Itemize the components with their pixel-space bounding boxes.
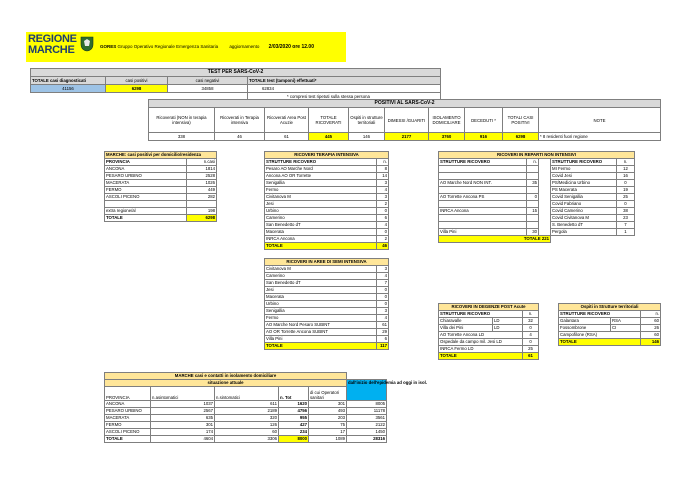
logo-line1: REGIONE (28, 33, 77, 45)
semi-count: 61 (377, 322, 389, 329)
isol-h3: n. Tot (279, 387, 309, 401)
table-row (265, 194, 389, 201)
semi-struttura: San Benedetto dT (265, 280, 377, 287)
nonint-right-count: 12 (617, 166, 635, 173)
semi-total-label: TOTALE (265, 343, 377, 350)
table-row (105, 429, 387, 436)
region-logo (28, 34, 80, 60)
province-count: 1026 (187, 180, 217, 187)
isolamento-subtitle: situazione attuale (105, 380, 347, 387)
isol-sint: 60 (215, 429, 279, 436)
pos-v8: 6298 (503, 133, 539, 141)
isol-total-sint: 3306 (215, 436, 279, 443)
table-row (559, 325, 661, 332)
isol-asint: 174 (151, 429, 215, 436)
territoriali-type: RSA (611, 318, 641, 325)
isol-prov: ASCOLI PICENO (105, 429, 151, 436)
pos-v2: 61 (265, 133, 309, 141)
nonint-left-count: 35 (527, 180, 539, 187)
semi-count: 4 (377, 273, 389, 280)
positivi-title: POSITIVI AL SARS-CoV-2 (149, 100, 661, 108)
postacute-name: INRCA Fermo LD (439, 346, 523, 353)
isol-op: 75 (309, 422, 347, 429)
tests-note-text: * compresi test ripetuti sulla stessa persona (287, 94, 370, 99)
isol-inizio: 11178 (347, 408, 387, 415)
table-row (105, 415, 387, 422)
ti-struttura: INRCA Ancona (265, 236, 377, 243)
ti-struttura: Ancona AO OR Torrette (265, 173, 377, 180)
semi-struttura: Macerata (265, 294, 377, 301)
table-row (265, 166, 389, 173)
isol-total-inizio: 28316 (347, 436, 387, 443)
positivi-table (148, 99, 661, 141)
pos-v1: 46 (215, 133, 265, 141)
postacute-name: AO Torrette Ancona LD (439, 332, 523, 339)
nonint-right-name: Covid Fabriano (551, 201, 617, 208)
nonint-left-name (439, 201, 527, 208)
table-row (265, 287, 389, 294)
table-row (439, 325, 539, 332)
isol-op: 493 (309, 408, 347, 415)
isol-tot: 234 (279, 429, 309, 436)
province-count: 1814 (187, 166, 217, 173)
province-count: 2528 (187, 173, 217, 180)
territoriali-count: 26 (641, 325, 661, 332)
pos-h0: Ricoverati (NON in terapia intensiva) (149, 108, 215, 133)
isol-op: 301 (309, 401, 347, 408)
isol-prov: PESARO URBINO (105, 408, 151, 415)
territoriali-count: 60 (641, 332, 661, 339)
table-row (105, 201, 217, 208)
isol-op: 203 (309, 415, 347, 422)
ti-count: 4 (377, 222, 389, 229)
isol-total-asint: 4604 (151, 436, 215, 443)
semi-struttura: Villa Pini (265, 336, 377, 343)
ti-count: 2 (377, 236, 389, 243)
table-row (265, 215, 389, 222)
isol-op: 17 (309, 429, 347, 436)
territoriali-total: 146 (641, 339, 661, 346)
org-desc: Gruppo Operativo Regionale Emergenza Sanitaria (117, 44, 219, 49)
isol-sint: 611 (215, 401, 279, 408)
province-name: extra regione/al (105, 208, 187, 215)
postacute-total: 61 (523, 353, 539, 360)
province-name (105, 201, 187, 208)
region-emblem-icon (80, 36, 94, 52)
table-row (265, 301, 389, 308)
nonint-right-count: 23 (617, 215, 635, 222)
postacute-type: LD (493, 325, 523, 332)
table-row (265, 236, 389, 243)
semi-struttura: AO Marche Nord Pesaro SUBINT (265, 322, 377, 329)
table-row (265, 229, 389, 236)
isol-tot: 1620 (279, 401, 309, 408)
isol-tot: 4756 (279, 408, 309, 415)
pos-h8: TOTALI CASI POSITIVI (503, 108, 539, 133)
isol-h1: n.asintomatici (151, 387, 215, 401)
table-row (105, 180, 217, 187)
isol-asint: 2567 (151, 408, 215, 415)
table-row (265, 308, 389, 315)
postacute-total-label: TOTALE (439, 353, 523, 360)
nonint-left-count (527, 215, 539, 222)
province-total-label: TOTALE (105, 215, 187, 222)
isolamento-table (104, 372, 427, 443)
nonint-col1-right: STRUTTURE RICOVERO (551, 159, 617, 166)
province-count (187, 201, 217, 208)
tests-pos-label: casi positivi (106, 77, 168, 85)
table-row (439, 215, 635, 222)
province-name: FERMO (105, 187, 187, 194)
table-row (105, 408, 387, 415)
table-row (105, 194, 217, 201)
postacute-type: LD (493, 318, 523, 325)
pos-h5: DIMESSI /GUARITI (385, 108, 429, 133)
postacute-table (438, 303, 539, 360)
nonint-right-name: PS/Medicina Urbino (551, 180, 617, 187)
semi-count: 4 (377, 315, 389, 322)
ti-total-label: TOTALE (265, 243, 377, 250)
table-row (439, 346, 539, 353)
semi-count: 7 (377, 280, 389, 287)
postacute-count: 32 (523, 318, 539, 325)
pos-h2: Ricoverati Area Post Acuzie (265, 108, 309, 133)
semi-struttura: Urbino (265, 301, 377, 308)
ti-count: 0 (377, 208, 389, 215)
semi-struttura: Fermo (265, 315, 377, 322)
postacute-name: Chiaravalle (439, 318, 493, 325)
ti-struttura: Senigallia (265, 180, 377, 187)
pos-v7: 916 (465, 133, 503, 141)
province-title: MARCHE: casi positivi per domicilio/residenza (105, 152, 217, 159)
nonint-left-count (527, 201, 539, 208)
pos-h4: Ospiti in strutture territoriali (349, 108, 385, 133)
isol-tot: 427 (279, 422, 309, 429)
isolamento-title: MARCHE casi e contatti in isolamento domiciliare (105, 373, 347, 380)
nonint-right-count: 1 (617, 229, 635, 236)
nonint-right-count: 25 (617, 194, 635, 201)
territoriali-total-label: TOTALE (559, 339, 641, 346)
table-row (265, 273, 389, 280)
nonint-left-name (439, 187, 527, 194)
logo-line2: MARCHE (28, 44, 75, 56)
table-row (439, 332, 539, 339)
nonint-right-name: Covid Jesi (551, 173, 617, 180)
isol-prov: FERMO (105, 422, 151, 429)
nonint-right-count: 7 (617, 222, 635, 229)
table-row (105, 166, 217, 173)
ti-struttura: Jesi (265, 201, 377, 208)
org-name: GORES (100, 44, 117, 49)
table-row (439, 318, 539, 325)
isol-total-label: TOTALE (105, 436, 151, 443)
ti-count: 3 (377, 180, 389, 187)
nonint-left-count (527, 187, 539, 194)
isol-inizio: 2122 (347, 422, 387, 429)
ti-title: RICOVERI TERAPIA INTENSIVA (265, 152, 389, 159)
nonint-total-cell (439, 236, 551, 243)
ti-struttura: Macerata (265, 229, 377, 236)
province-name: PESARO URBINO (105, 173, 187, 180)
nonint-right-name: Covid Senigallia (551, 194, 617, 201)
nonint-title: RICOVERI IN REPARTI NON INTENSIVI (439, 152, 635, 159)
province-count: 282 (187, 194, 217, 201)
nonint-left-count (527, 166, 539, 173)
ti-count: 8 (377, 166, 389, 173)
nonint-left-name (439, 215, 527, 222)
ti-count: 2 (377, 201, 389, 208)
table-row (439, 180, 635, 187)
ti-total: 46 (377, 243, 389, 250)
territoriali-type: CI (611, 325, 641, 332)
table-row (559, 318, 661, 325)
isol-inizio: 1450 (347, 429, 387, 436)
nonint-left-name: Villa Pini (439, 229, 527, 236)
ti-table (264, 151, 389, 250)
nonint-col2-right: n. (617, 159, 635, 166)
isolamento-total-row (105, 436, 387, 443)
pos-v6: 3760 (429, 133, 465, 141)
update-value: 2/03/2020 ore 12.00 (268, 44, 314, 50)
nonint-table (438, 151, 635, 243)
nonint-right-count: 0 (617, 180, 635, 187)
province-table (104, 151, 217, 222)
table-row (439, 229, 635, 236)
semi-count: 0 (377, 301, 389, 308)
nonint-right-count: 16 (617, 173, 635, 180)
tests-total-value: 41156 (31, 85, 106, 93)
nonint-right-name: MI Fermo (551, 166, 617, 173)
ti-col1: STRUTTURE RICOVERO (265, 159, 377, 166)
nonint-left-count (527, 222, 539, 229)
territoriali-col1: STRUTTURE RICOVERO (559, 311, 641, 318)
tests-tamp-label: TOTALE test (tamponi) effettuati* (248, 77, 441, 85)
isol-prov: MACERATA (105, 415, 151, 422)
isol-inizio: 8005 (347, 401, 387, 408)
pos-h9: NOTE (539, 108, 661, 133)
postacute-name: Ospedale da campo mil. Jesi LD (439, 339, 523, 346)
update-label: aggiornamento (229, 44, 260, 49)
nonint-left-name (439, 222, 527, 229)
isol-total-tot: 8000 (279, 436, 309, 443)
tests-table (30, 68, 441, 101)
table-row (265, 180, 389, 187)
ti-struttura: Civitanova M (265, 194, 377, 201)
territoriali-count: 60 (641, 318, 661, 325)
pos-v4: 146 (349, 133, 385, 141)
nonint-right-name: Pergola (551, 229, 617, 236)
isol-sint: 126 (215, 422, 279, 429)
nonint-right-name: Covid Camerino (551, 208, 617, 215)
nonint-left-name: INRCA Ancona (439, 208, 527, 215)
table-row (439, 208, 635, 215)
semi-struttura: Senigallia (265, 308, 377, 315)
isol-total-op: 1089 (309, 436, 347, 443)
semi-total: 117 (377, 343, 389, 350)
nonint-left-count: 15 (527, 208, 539, 215)
table-row (105, 422, 387, 429)
postacute-count: 0 (523, 325, 539, 332)
isol-h2: n.sintomatici (215, 387, 279, 401)
province-total: 6298 (187, 215, 217, 222)
nonint-left-name: AO Marche Nord NON INT. (439, 180, 527, 187)
semi-count: 3 (377, 266, 389, 273)
nonint-left-name: AO Torrette Ancona PS (439, 194, 527, 201)
province-count: 198 (187, 208, 217, 215)
territoriali-name: Galantara (559, 318, 611, 325)
table-row (265, 336, 389, 343)
isol-h5: dall'inizio dell'epidemia ad oggi in isol. (347, 380, 387, 401)
nonint-left-count: 30 (527, 229, 539, 236)
table-row (105, 208, 217, 215)
table-row (265, 280, 389, 287)
postacute-count: 4 (523, 332, 539, 339)
province-name: ANCONA (105, 166, 187, 173)
nonint-right-count: 19 (617, 187, 635, 194)
table-row (439, 194, 635, 201)
table-row (265, 266, 389, 273)
table-row (265, 322, 389, 329)
territoriali-name: Campofilone (RSA) (559, 332, 641, 339)
ti-count: 0 (377, 229, 389, 236)
pos-v3: 445 (309, 133, 349, 141)
ti-struttura: Urbino (265, 208, 377, 215)
semi-count: 0 (377, 294, 389, 301)
table-row (105, 401, 387, 408)
province-count: 449 (187, 187, 217, 194)
tests-negative-value: 34858 (168, 85, 248, 93)
semi-count: 3 (377, 308, 389, 315)
province-col2: n.casi (187, 159, 217, 166)
ti-count: 14 (377, 173, 389, 180)
table-row (105, 187, 217, 194)
table-row (439, 166, 635, 173)
tests-title: TEST PER SARS-CoV-2 (31, 69, 441, 77)
isol-sint: 320 (215, 415, 279, 422)
semi-struttura: Civitanova M (265, 266, 377, 273)
pos-v0: 338 (149, 133, 215, 141)
pos-h3: TOTALE RICOVERATI (309, 108, 349, 133)
tests-positive-value: 6298 (106, 85, 168, 93)
tests-tamponi-value (248, 85, 441, 93)
postacute-count: 25 (523, 346, 539, 353)
table-row (265, 187, 389, 194)
table-row (439, 222, 635, 229)
ti-struttura: Pesaro AO Marche Nord (265, 166, 377, 173)
territoriali-name: Fossombrone (559, 325, 611, 332)
semi-count: 6 (377, 336, 389, 343)
semi-count: 0 (377, 287, 389, 294)
isol-asint: 635 (151, 415, 215, 422)
nonint-right-count: 38 (617, 208, 635, 215)
province-col1: PROVINCIA (105, 159, 187, 166)
nonint-right-name: S. Benedetto dT (551, 222, 617, 229)
ti-count: 6 (377, 215, 389, 222)
semi-struttura: Jesi (265, 287, 377, 294)
province-name: MACERATA (105, 180, 187, 187)
nonint-right-name: Covid Civitanova M (551, 215, 617, 222)
nonint-total-label: TOTALE (523, 236, 541, 241)
table-row (439, 173, 635, 180)
nonint-left-name (439, 166, 527, 173)
table-row (265, 222, 389, 229)
isol-h4: di cui Operatori sanitari (309, 387, 347, 401)
ti-count: 4 (377, 187, 389, 194)
postacute-name: Villa dei Pini (439, 325, 493, 332)
semi-title: RICOVERI IN AREE DI SEMI INTENSIVA (265, 259, 389, 266)
table-row (105, 173, 217, 180)
province-name: ASCOLI PICENO (105, 194, 187, 201)
isol-prov: ANCONA (105, 401, 151, 408)
table-row (265, 329, 389, 336)
table-row (265, 294, 389, 301)
semi-struttura: Camerino (265, 273, 377, 280)
table-row (559, 332, 661, 339)
table-row (265, 208, 389, 215)
isol-tot: 955 (279, 415, 309, 422)
nonint-total: 221 (541, 236, 549, 241)
table-row (265, 315, 389, 322)
territoriali-col2: n. (641, 311, 661, 318)
table-row (265, 201, 389, 208)
isol-asint: 301 (151, 422, 215, 429)
semi-count: 29 (377, 329, 389, 336)
pos-h1: Ricoverati in Terapia intensiva (215, 108, 265, 133)
ti-count: 3 (377, 194, 389, 201)
pos-v5: 2177 (385, 133, 429, 141)
isol-sint: 2189 (215, 408, 279, 415)
pos-h6: ISOLAMENTO DOMICILIARE (429, 108, 465, 133)
tests-total-label: TOTALE casi diagnosticati (31, 77, 106, 85)
postacute-col1: STRUTTURE RICOVERO (439, 311, 523, 318)
nonint-left-name (439, 173, 527, 180)
postacute-col2: n. (523, 311, 539, 318)
pos-h7: DECEDUTI * (465, 108, 503, 133)
table-row (439, 187, 635, 194)
table-row (265, 173, 389, 180)
postacute-title: RICOVERI IN DEGENZE POST Acute (439, 304, 539, 311)
territoriali-title: Ospiti in Strutture territoriali (559, 304, 661, 311)
nonint-col1-left: STRUTTURE RICOVERO (439, 159, 527, 166)
semi-struttura: AO OR Torrette Ancona SUBINT (265, 329, 377, 336)
ti-struttura: Camerino (265, 215, 377, 222)
postacute-count: 0 (523, 339, 539, 346)
org-line (100, 44, 314, 50)
nonint-left-count: 0 (527, 194, 539, 201)
table-row (439, 201, 635, 208)
tamponi-number: 62834 (262, 86, 274, 91)
isol-h0: PROVINCIA (105, 387, 151, 401)
ti-col2: n. (377, 159, 389, 166)
isol-inizio: 3561 (347, 415, 387, 422)
isol-asint: 1037 (151, 401, 215, 408)
table-row (439, 339, 539, 346)
nonint-right-name: PS Macerata (551, 187, 617, 194)
pos-v9: * 8 residenti fuori regione (539, 133, 661, 141)
ti-struttura: Fermo (265, 187, 377, 194)
ti-struttura: San Benedetto dT (265, 222, 377, 229)
nonint-right-count: 0 (617, 201, 635, 208)
territoriali-table (558, 303, 661, 346)
nonint-col2-left: n. (527, 159, 539, 166)
semi-table (264, 258, 389, 350)
tests-neg-label: casi negativi (168, 77, 248, 85)
nonint-left-count (527, 173, 539, 180)
